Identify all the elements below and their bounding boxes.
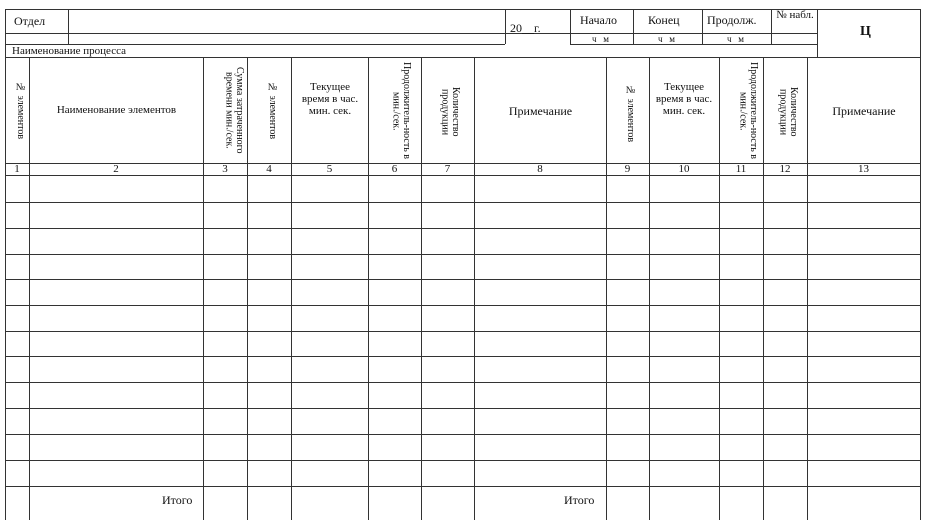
col-header-10: Текущее время в час. мин. сек. bbox=[655, 81, 713, 117]
hm-start: ч м bbox=[592, 34, 609, 44]
total-right-label: Итого bbox=[564, 493, 595, 507]
rule bbox=[649, 57, 650, 520]
col-header-13: Примечание bbox=[832, 104, 896, 118]
rule bbox=[5, 175, 921, 176]
rule bbox=[763, 57, 764, 520]
end-label: Конец bbox=[648, 13, 680, 27]
rule bbox=[771, 9, 772, 44]
rule bbox=[570, 44, 817, 45]
row-line bbox=[5, 486, 921, 487]
rule bbox=[291, 57, 292, 520]
col-number: 10 bbox=[678, 163, 690, 175]
col-header-4: № элементов bbox=[267, 82, 278, 140]
col-number: 2 bbox=[113, 163, 119, 175]
row-line bbox=[5, 382, 921, 383]
rule bbox=[5, 9, 6, 57]
rule bbox=[247, 57, 248, 520]
dept-label: Отдел bbox=[14, 14, 46, 28]
row-line bbox=[5, 460, 921, 461]
rule bbox=[68, 9, 69, 44]
col-number: 7 bbox=[444, 163, 451, 175]
col-header-3: Сумма затраченного времени мин./сек. bbox=[223, 66, 245, 154]
col-number: 8 bbox=[537, 163, 543, 175]
col-number: 6 bbox=[391, 163, 398, 175]
row-line bbox=[5, 202, 921, 203]
col-header-1: № элементов bbox=[15, 82, 26, 140]
rule bbox=[702, 9, 703, 44]
col-number: 5 bbox=[326, 163, 333, 175]
col-header-12: Количество продукции bbox=[777, 87, 799, 137]
rule bbox=[474, 57, 475, 520]
row-line bbox=[5, 408, 921, 409]
rule bbox=[570, 9, 571, 44]
corner-label: Ц bbox=[860, 24, 871, 39]
total-left-label: Итого bbox=[162, 493, 193, 507]
row-line bbox=[5, 254, 921, 255]
rule bbox=[368, 57, 369, 520]
row-line bbox=[5, 434, 921, 435]
row-line bbox=[5, 228, 921, 229]
col-number: 1 bbox=[14, 163, 20, 175]
rule bbox=[606, 57, 607, 520]
col-number: 4 bbox=[266, 163, 272, 175]
rule bbox=[5, 33, 570, 34]
col-number: 13 bbox=[858, 163, 869, 175]
hm-duration: ч м bbox=[727, 34, 744, 44]
col-number: 12 bbox=[779, 163, 791, 175]
process-label: Наименование процесса bbox=[12, 45, 126, 57]
rule bbox=[5, 57, 6, 520]
rule bbox=[203, 57, 204, 520]
col-number: 3 bbox=[222, 163, 228, 175]
row-line bbox=[5, 305, 921, 306]
col-header-9: № элементов bbox=[625, 85, 636, 143]
rule bbox=[5, 9, 817, 10]
col-number: 11 bbox=[735, 163, 747, 175]
obs-no-label: № набл. bbox=[776, 9, 814, 21]
col-header-11: Продолжитель-ность в мин./сек. bbox=[737, 62, 759, 160]
rule bbox=[719, 57, 720, 520]
rule bbox=[5, 57, 921, 58]
row-line bbox=[5, 279, 921, 280]
col-header-6: Продолжитель-ность в мин./сек. bbox=[390, 62, 412, 160]
rule bbox=[633, 9, 634, 44]
rule bbox=[920, 9, 921, 57]
rule bbox=[29, 57, 30, 520]
rule bbox=[920, 57, 921, 520]
col-header-5: Текущее время в час. мин. сек. bbox=[301, 81, 359, 117]
year-label: 20__г. bbox=[510, 21, 541, 35]
rule bbox=[505, 9, 506, 44]
rule bbox=[807, 57, 808, 520]
row-line bbox=[5, 356, 921, 357]
col-number: 9 bbox=[624, 163, 631, 175]
hm-end: ч м bbox=[658, 34, 675, 44]
rule bbox=[817, 9, 921, 10]
rule bbox=[421, 57, 422, 520]
col-header-8: Примечание bbox=[508, 104, 573, 118]
rule bbox=[817, 9, 818, 57]
row-line bbox=[5, 331, 921, 332]
col-header-2: Наименование элементов bbox=[56, 104, 177, 116]
duration-label: Продолж. bbox=[707, 13, 757, 27]
start-label: Начало bbox=[580, 13, 617, 27]
col-header-7: Количество продукции bbox=[439, 87, 461, 137]
